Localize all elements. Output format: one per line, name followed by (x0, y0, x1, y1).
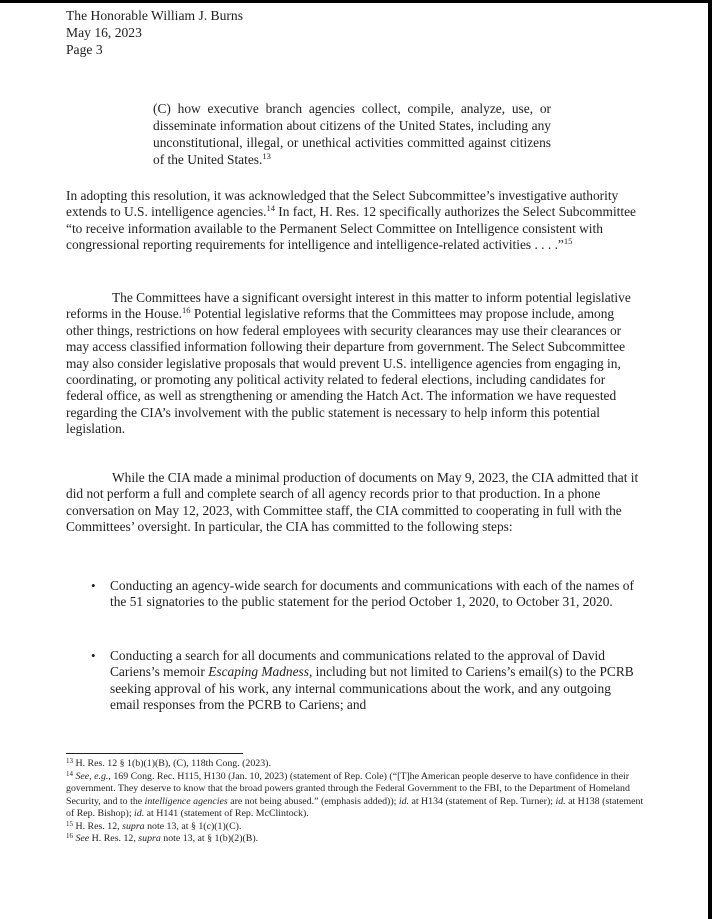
footnote-id: id. (134, 808, 145, 819)
footnote-text: at H138 (statement of Rep. Bishop); (66, 795, 644, 819)
footnote-text: are not being abused.” (emphasis added)); (227, 795, 399, 807)
footnote-16 (66, 833, 646, 846)
footnote-text: at H141 (statement of Rep. McClintock). (144, 808, 309, 819)
footnote-id: id. (555, 795, 566, 807)
bullet-text (110, 648, 640, 714)
paragraph-text: In adopting this resolution, it was acknowledged that the Select Subcommittee’s investigative authority extends to U.S. intelligence agencies. (66, 188, 619, 220)
footnote-text: note 13, at § 1(c)(1)(C). (144, 820, 242, 832)
footnote-ref-16[interactable]: 16 (182, 305, 191, 316)
paragraph-text: While the CIA made a minimal production of documents on May 9, 2023, the CIA admitted that it did not perform a full and complete search of all agency records prior to that production. In a phone conversation on May 12, 2023, with Committee staff, the CIA committed to cooperating in full with the Committees’ oversight. In particular, the CIA has committed to the following steps: (66, 470, 639, 535)
footnote-number: 15 (66, 819, 73, 828)
paragraph-oversight-interest (66, 290, 640, 438)
date-line: May 16, 2023 (66, 25, 142, 40)
bullet-item (66, 578, 640, 611)
block-quote (153, 100, 551, 168)
letter-header (66, 7, 243, 58)
footnote-number: 16 (66, 832, 73, 840)
bullet-item (66, 648, 640, 714)
footnote-supra: supra (138, 833, 161, 844)
paragraph-cia-production (66, 470, 640, 536)
footnote-15 (66, 821, 646, 834)
paragraph-text: Potential legislative reforms that the Committees may propose include, among other things, restrictions on how federal employees with security clearances may use their clearances or may access classified information following their departure from government. The Select Subcommittee may also consider legislative proposals that would prevent U.S. intelligence agencies from engaging in, coordinating, or promoting any political activity related to federal elections, including candidates for federal office, as well as strengthening or amending the Hatch Act. The information we have requested regarding the CIA’s involvement with the public statement is necessary to help inform this potential legislation. (66, 306, 626, 437)
paragraph-resolution (66, 188, 640, 254)
footnote-ref-13[interactable]: 13 (262, 151, 271, 161)
footnote-text: note 13, at § 1(b)(2)(B). (160, 833, 259, 844)
footnote-signal: See, e.g. (75, 770, 109, 782)
footnote-text: H. Res. 12, (89, 833, 139, 844)
footnote-ref-15[interactable]: 15 (563, 236, 573, 247)
bullet-text-part: Conducting a search for all documents and communications related to the approval of David Cariens’s memoir (110, 648, 605, 680)
footnote-number: 14 (66, 769, 73, 778)
bullet-icon: • (91, 648, 96, 663)
quote-text: (C) how executive branch agencies collect, compile, analyze, use, or disseminate information about citizens of the United States, including any unconstitutional, illegal, or unethical activities committed against citizens of the United States. (153, 101, 551, 167)
footnote-text: H. Res. 12, (73, 820, 123, 832)
footnote-text: at H134 (statement of Rep. Turner); (408, 795, 556, 807)
paragraph-text: In fact, H. Res. 12 specifically authorizes the Select Subcommittee “to receive information available to the Permanent Select Committee on Intelligence consistent with congressional reporting requirements for intelligence and intelligence-related activities . . . .” (66, 204, 637, 253)
footnotes (66, 758, 646, 846)
bullet-text: Conducting an agency-wide search for documents and communications with each of the names of the 51 signatories to the public statement for the period October 1, 2020, to October 31, 2020. (110, 578, 634, 610)
footnote-id: id. (398, 795, 409, 807)
recipient-line: The Honorable William J. Burns (66, 8, 244, 23)
document-page (0, 3, 708, 919)
footnote-text: , 169 Cong. Rec. H115, H130 (Jan. 10, 2023) (statement of Rep. Cole) (“[T]he American people deserve to have confidence in their government. They deserve to know that the broad powers granted through the Federal Government to the FBI, to the Department of Homeland Security, and to the (66, 770, 630, 807)
footnote-number: 13 (66, 757, 73, 765)
paragraph-text: The Committees have a significant oversight interest in this matter to inform potential legislative reforms in the House. (66, 290, 631, 322)
book-title: Escaping Madness (208, 664, 309, 680)
footnote-14 (66, 771, 646, 821)
bullet-text-part: , including but not limited to Cariens’s email(s) to the PCRB seeking approval of his work, any internal communications about the work, and any outgoing email responses from the PCRB to Cariens; and (110, 664, 634, 713)
footnote-text: H. Res. 12 § 1(b)(1)(B), (C), 118th Cong. (2023). (73, 758, 271, 769)
footnote-ref-14[interactable]: 14 (266, 203, 275, 214)
footnote-separator (66, 753, 243, 754)
footnote-signal: See (73, 833, 90, 844)
bullet-icon: • (91, 578, 96, 593)
footnote-13 (66, 758, 646, 771)
footnote-emphasis: intelligence agencies (144, 795, 228, 807)
page-number: Page 3 (66, 42, 103, 57)
footnote-supra: supra (122, 820, 145, 832)
